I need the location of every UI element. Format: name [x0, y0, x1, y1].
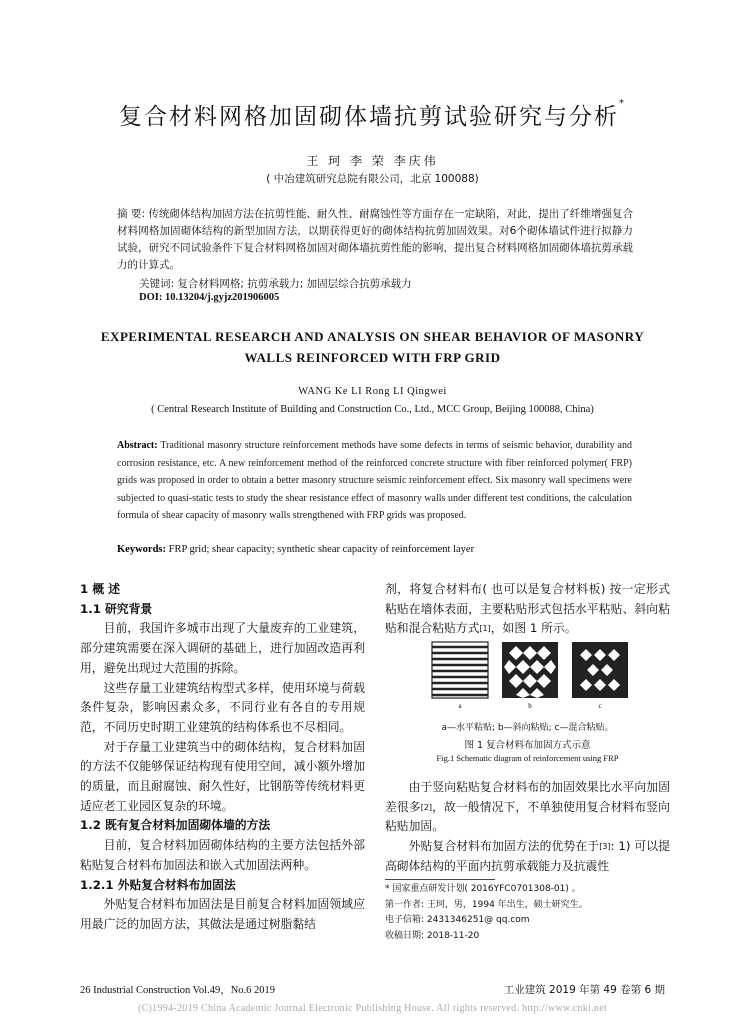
footnote-author: 第一作者: 王珂，男，1994 年出生，硕士研究生。 [385, 899, 588, 910]
paragraph: 外贴复合材料布加固法是目前复合材料加固领域应用最广泛的加固方法，其做法是通过树脂黏结 [80, 897, 365, 931]
title-cn-text: 复合材料网格加固砌体墙抗剪试验研究与分析 [119, 104, 619, 130]
paragraph: 对于存量工业建筑当中的砌体结构，复合材料加固的方法不仅能够保证结构现有使用空间，减小额外增加的质量，而且耐腐蚀、耐久性好，比钢筋等传统材料更适应老工业园区复杂的环境。 [80, 739, 365, 813]
section-heading: 1.1 研究背景 [80, 601, 153, 616]
citation-ref[interactable]: [1] [479, 624, 491, 634]
figure-caption-cn: 图 1 复合材料布加固方式示意 [464, 740, 591, 751]
title-en [0, 326, 745, 368]
copyright-line: (C)1994-2019 China Academic Journal Electronic Publishing House. All rights reserved. http://www.cnki.net [137, 1003, 608, 1014]
panel-label-b: b [528, 702, 532, 710]
left-column [80, 580, 365, 935]
title-en-line-2: WALLS REINFORCED WITH FRP GRID [244, 350, 501, 365]
authors-cn: 王 珂 李 荣 李庆伟 [306, 154, 439, 168]
footnote-divider [385, 879, 495, 880]
title-en-line-1: EXPERIMENTAL RESEARCH AND ANALYSIS ON SHEAR BEHAVIOR OF MASONRY [100, 329, 645, 344]
keywords-cn-text: 复合材料网格; 抗剪承载力; 加固层综合抗剪承载力 [177, 278, 412, 290]
footer-right: 工业建筑 2019 年第 49 卷第 6 期 [503, 984, 665, 996]
abstract-cn-label: 摘 要: [117, 208, 145, 220]
paragraph: 目前，我国许多城市出现了大量废弃的工业建筑，部分建筑需要在深入调研的基础上，进行加固改造再利用，避免出现过大范围的拆除。 [80, 621, 365, 675]
right-p2-text-b: : 1) 可以提高砌体结构的平面内抗剪承载能力及抗震性 [385, 839, 670, 873]
title-cn [0, 98, 745, 131]
abstract-en-label: Abstract: [117, 440, 158, 451]
right-paragraph-continued [385, 580, 670, 639]
title-footnote-mark: * [619, 98, 626, 109]
footnotes [385, 882, 670, 944]
paragraph: 目前，复合材料加固砌体结构的主要方法包括外部粘贴复合材料布加固法和嵌入式加固法两种。 [80, 838, 365, 872]
section-heading: 1.2 既有复合材料加固砌体墙的方法 [80, 818, 271, 833]
citation-ref[interactable]: [3] [599, 842, 611, 852]
keywords-cn [139, 276, 412, 291]
footnote-received: 收稿日期: 2018-11-20 [385, 930, 480, 941]
right-continued-text: 剂，将复合材料布( 也可以是复合材料板) 按一定形式粘贴在墙体表面，主要粘贴形式包括水平粘贴、斜向粘贴和混合粘贴方式 [385, 582, 670, 636]
footnote-email: 电子信箱: 2431346251@ qq.com [385, 915, 530, 925]
abstract-cn [117, 206, 633, 274]
authors-en: WANG Ke LI Rong LI Qingwei [298, 386, 447, 397]
section-heading: 1.2.1 外贴复合材料布加固法 [80, 877, 236, 892]
keywords-en-label: Keywords: [117, 544, 166, 555]
right-continued-end: ，如图 1 所示。 [490, 621, 577, 636]
right-p2-text-a: 外贴复合材料布加固方法的优势在于 [408, 839, 600, 854]
panel-c-mixed [572, 642, 628, 698]
abstract-cn-text: 传统砌体结构加固方法在抗剪性能、耐久性、耐腐蚀性等方面存在一定缺陷，对此，提出了纤维增强复合材料网格加固砌体结构的新型加固方法，以期获得更好的砌体结构抗剪加固效果。对6个砌体墙试件进行拟静力试验，研究不同试验条件下复合材料网格加固对砌体墙抗剪性能的影响，提出复合材料网格加固砌体墙抗剪承载力的计算式。 [117, 208, 633, 271]
paragraph: 这些存量工业建筑结构型式多样，使用环境与荷载条件复杂，影响因素众多，不同行业有各自的专用规范，不同历史时期工业建筑的结构体系也不尽相同。 [80, 680, 365, 734]
right-p1-text-b: ，故一般情况下，不单独使用复合材料布竖向粘贴加固。 [385, 799, 670, 834]
keywords-en [117, 544, 474, 555]
right-column-top [385, 580, 670, 639]
panel-label-c: c [598, 702, 602, 710]
panel-a-horizontal [432, 642, 488, 698]
panel-label-a: a [458, 702, 462, 710]
keywords-en-text: FRP grid; shear capacity; synthetic shear capacity of reinforcement layer [168, 544, 475, 555]
abstract-en [117, 437, 632, 525]
doi: DOI: 10.13204/j.gyjz201906005 [139, 292, 280, 303]
right-paragraph-2 [385, 837, 670, 876]
figure-caption-en: Fig.1 Schematic diagram of reinforcement using FRP [436, 753, 619, 763]
footer-left: 26 Industrial Construction Vol.49，No.6 2019 [80, 985, 276, 996]
citation-ref[interactable]: [2] [420, 802, 433, 812]
figure-subcaption: a—水平粘贴; b—斜向粘贴; c—混合粘贴。 [441, 723, 614, 733]
affiliation-cn: ( 中冶建筑研究总院有限公司，北京 100088) [266, 173, 479, 185]
affiliation-en: ( Central Research Institute of Building and Construction Co., Ltd., MCC Group, Beijing 100088, China) [151, 404, 594, 415]
figure-1-diagram [430, 640, 630, 710]
abstract-en-text: Traditional masonry structure reinforcement methods have some defects in terms of seismic behavior, durability and corrosion resistance, etc. A new reinforcement method of the reinforced concrete structure with fiber reinforced polymer( FRP) grids was proposed in order to obtain a better masonry structure seismic reinforcement effect. Six masonry wall specimens were subjected to quasi-static tests to study the shear resistance effect of masonry walls under different test conditions, the calculation formula of shear capacity of masonry walls strengthened with FRP grids was proposed. [117, 440, 632, 521]
footnote-funding: * 国家重点研发计划( 2016YFC0701308-01) 。 [385, 884, 581, 894]
right-paragraph-1 [385, 778, 670, 837]
panel-b-diagonal [502, 642, 558, 698]
keywords-cn-label: 关键词: [139, 278, 175, 290]
section-heading: 1 概 述 [80, 582, 121, 596]
right-column-bottom [385, 778, 670, 877]
right-p1-text-a: 由于竖向粘贴复合材料布的加固效果比水平向加固差很多 [385, 780, 670, 814]
